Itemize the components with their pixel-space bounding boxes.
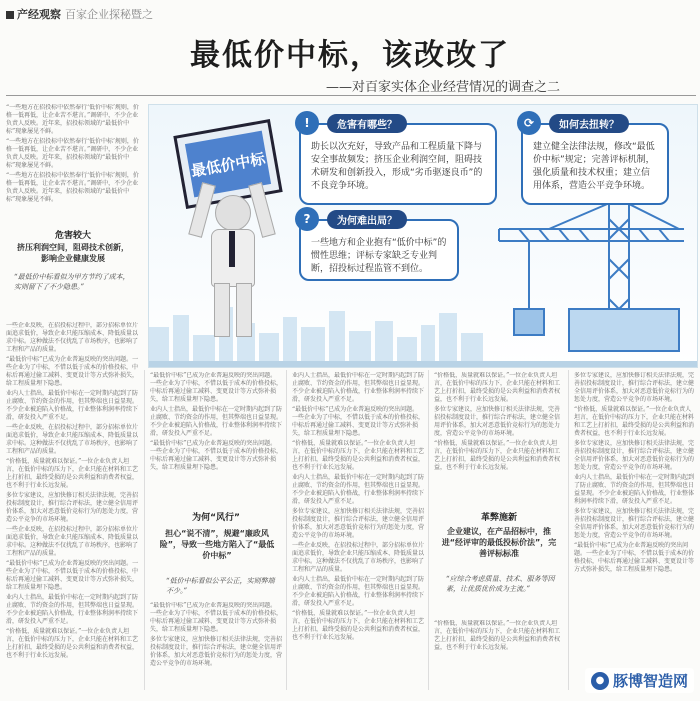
refresh-icon: ⟳ <box>517 111 541 135</box>
left-body-8: “最低价中标”已成为企业普遍反映的突出问题。一些企业为了中标，不惜以低于成本的价格投标，中标后再通过偷工减料、变更设计等方式弥补损失，给工程质量埋下隐患。 <box>6 560 139 591</box>
col2-section-sub: 担心“说不清”，规避“廉政风险”，导致一些地方陷入了“最低价中标” <box>159 529 275 560</box>
col4-text-3: “价格低，质量就难以保证。”一位企业负责人坦言，在低价中标的压力下，企业只能在材料和工艺上打折扣，最终受损的是公共利益和消费者权益，也不利于行业长远发展。 <box>434 440 561 471</box>
fix-box <box>521 116 669 205</box>
col3-text-3: “价格低，质量就难以保证。”一位企业负责人坦言，在低价中标的压力下，企业只能在材料和工艺上打折扣，最终受损的是公共利益和消费者权益，也不利于行业长远发展。 <box>292 440 424 471</box>
col3-text-1: 业内人士指出，最低价中标在一定时期内起到了防止腐败、节约资金的作用，但其弊端也日益显现。不少企业被迫陷入价格战，行业整体利润率持续下滑，研发投入严重不足。 <box>292 372 424 403</box>
col4-section-sub: 企业建议，在产品招标中，推进“经评审的最低投标价法”，完善评标标准 <box>441 527 557 558</box>
harm-box-title: 危害有哪些？ <box>327 114 407 133</box>
col2-quote: “低价中标看似公平公正，实则弊端不少。” <box>166 577 275 595</box>
col2-text-5: 多位专家建议，应加快修订相关法律法规，完善招投标制度设计，推行综合评标法，建立健全信用评价体系，加大对恶意低价竞标行为的惩处力度，营造公平竞争的市场环境。 <box>150 636 282 667</box>
left-body-3: 业内人士指出，最低价中标在一定时期内起到了防止腐败、节约资金的作用，但其弊端也日益显现。不少企业被迫陷入价格战，行业整体利润率持续下滑，研发投入严重不足。 <box>6 390 139 421</box>
left-body-1: 一些企业反映，在招投标过程中，部分招标单位片面追求低价，导致企业只能压缩成本、降低质量以求中标。这种做法不仅扰乱了市场秩序，也影响了工程和产品的质量。 <box>6 322 139 353</box>
title-divider <box>6 95 696 96</box>
col2-text-2: 业内人士指出，最低价中标在一定时期内起到了防止腐败、节约资金的作用，但其弊端也日益显现。不少企业被迫陷入价格战，行业整体利润率持续下滑，研发投入严重不足。 <box>150 406 282 437</box>
left-body-6: 多位专家建议，应加快修订相关法律法规，完善招投标制度设计，推行综合评标法，建立健全信用评价体系，加大对恶意低价竞标行为的惩处力度，营造公平竞争的市场环境。 <box>6 492 139 523</box>
harm-box <box>299 116 497 205</box>
col2-body-bottom <box>150 602 282 688</box>
header-sub-label: 百家企业探秘暨之 <box>65 8 153 21</box>
col2-text-1: “最低价中标”已成为企业普遍反映的突出问题。一些企业为了中标，不惜以低于成本的价格投标，中标后再通过偷工减料、变更设计等方式弥补损失，给工程质量埋下隐患。 <box>150 372 282 403</box>
col2-text-3: “最低价中标”已成为企业普遍反映的突出问题。一些企业为了中标，不惜以低于成本的价格投标，中标后再通过偷工减料、变更设计等方式弥补损失，给工程质量埋下隐患。 <box>150 440 282 471</box>
col5-text-1: 多位专家建议，应加快修订相关法律法规，完善招投标制度设计，推行综合评标法，建立健全信用评价体系，加大对恶意低价竞标行为的惩处力度，营造公平竞争的市场环境。 <box>574 372 694 403</box>
col4-text-1: “价格低，质量就难以保证。”一位企业负责人坦言，在低价中标的压力下，企业只能在材料和工艺上打折扣，最终受损的是公共利益和消费者权益，也不利于行业长远发展。 <box>434 372 561 403</box>
col5-text-5: 多位专家建议，应加快修订相关法律法规，完善招投标制度设计，推行综合评标法，建立健全信用评价体系，加大对恶意低价竞标行为的惩处力度，营造公平竞争的市场环境。 <box>574 508 694 539</box>
left-body-2: “最低价中标”已成为企业普遍反映的突出问题。一些企业为了中标，不惜以低于成本的价格投标，中标后再通过偷工减料、变更设计等方式弥补损失，给工程质量埋下隐患。 <box>6 356 139 387</box>
col3-text-8: “价格低，质量就难以保证。”一位企业负责人坦言，在低价中标的压力下，企业只能在材料和工艺上打折扣，最终受损的是公共利益和消费者权益，也不利于行业长远发展。 <box>292 610 424 641</box>
col5-body <box>574 372 694 640</box>
col5-text-4: 业内人士指出，最低价中标在一定时期内起到了防止腐败、节约资金的作用，但其弊端也日益显现。不少企业被迫陷入价格战，行业整体利润率持续下滑，研发投入严重不足。 <box>574 474 694 505</box>
col3-text-4: 业内人士指出，最低价中标在一定时期内起到了防止腐败、节约资金的作用，但其弊端也日益显现。不少企业被迫陷入价格战，行业整体利润率持续下滑，研发投入严重不足。 <box>292 474 424 505</box>
fix-box-text: 建立健全法律法规，修改“最低价中标”规定；完善评标机制，强化质量和技术权重；建立信用体系，营造公平竞争环境。 <box>533 142 655 191</box>
col3-text-2: “最低价中标”已成为企业普遍反映的突出问题。一些企业为了中标，不惜以低于成本的价格投标，中标后再通过偷工减料、变更设计等方式弥补损失，给工程质量埋下隐患。 <box>292 406 424 437</box>
harm-box-text: 助长以次充好，导致产品和工程质量下降与安全事故频发；挤压企业利润空间，阻碍技术研发和创新投入，形成“劣币驱逐良币”的不良竞争环境。 <box>311 142 483 191</box>
question-icon: ? <box>295 207 319 231</box>
col5-text-6: “最低价中标”已成为企业普遍反映的突出问题。一些企业为了中标，不惜以低于成本的价格投标，中标后再通过偷工减料、变更设计等方式弥补损失，给工程质量埋下隐患。 <box>574 542 694 573</box>
col2-section-head: 为何“风行” <box>192 513 240 523</box>
watermark-text: 豚博智造网 <box>612 672 688 690</box>
fix-box-title: 如何去扭转？ <box>549 114 629 133</box>
left-section-head: 危害较大 <box>54 231 91 241</box>
section-marker-icon <box>6 11 14 19</box>
col3-text-6: 一些企业反映，在招投标过程中，部分招标单位片面追求低价，导致企业只能压缩成本、降低质量以求中标。这种做法不仅扰乱了市场秩序，也影响了工程和产品的质量。 <box>292 542 424 573</box>
left-intro-text: “一些地方在招投标中依然奉行‘低价中标’规则，价格一低再低，让企业苦不堪言。”调研中，不少企业负责人反映。近年来，招投标领域的“最低价中标”现象屡见不鲜。 <box>6 104 139 135</box>
left-body-5: “价格低，质量就难以保证。”一位企业负责人坦言，在低价中标的压力下，企业只能在材料和工艺上打折扣，最终受损的是公共利益和消费者权益，也不利于行业长远发展。 <box>6 458 139 489</box>
article-title: 最低价中标，该改改了 <box>190 38 510 73</box>
col4-section-head: 革弊施新 <box>480 513 517 523</box>
left-body-4: 一些企业反映，在招投标过程中，部分招标单位片面追求低价，导致企业只能压缩成本、降低质量以求中标。这种做法不仅扰乱了市场秩序，也影响了工程和产品的质量。 <box>6 424 139 455</box>
left-quote: “最低价中标看似为甲方节约了成本，实则留下了不少隐患。” <box>14 273 130 291</box>
header-tag <box>6 6 153 22</box>
left-section-sub: 挤压利润空间，阻碍技术创新，影响企业健康发展 <box>17 243 129 263</box>
col4-text-2: 多位专家建议，应加快修订相关法律法规，完善招投标制度设计，推行综合评标法，建立健全信用评价体系，加大对恶意低价竞标行为的惩处力度，营造公平竞争的市场环境。 <box>434 406 561 437</box>
col5-text-3: 多位专家建议，应加快修订相关法律法规，完善招投标制度设计，推行综合评标法，建立健全信用评价体系，加大对恶意低价竞标行为的惩处力度，营造公平竞争的市场环境。 <box>574 440 694 471</box>
article-subtitle: ——对百家实体企业经营情况的调查之二 <box>325 80 560 95</box>
col4-body-top <box>434 372 564 500</box>
col2-text-4: “最低价中标”已成为企业普遍反映的突出问题。一些企业为了中标，不惜以低于成本的价格投标，中标后再通过偷工减料、变更设计等方式弥补损失，给工程质量埋下隐患。 <box>150 602 282 633</box>
warning-icon: ! <box>295 111 319 135</box>
col5-text-2: “价格低，质量就难以保证。”一位企业负责人坦言，在低价中标的压力下，企业只能在材料和工艺上打折扣，最终受损的是公共利益和消费者权益，也不利于行业长远发展。 <box>574 406 694 437</box>
why-box-text: 一些地方和企业抱有“低价中标”的惯性思维；评标专家缺乏专业判断，招投标过程监管不到位。 <box>311 238 447 274</box>
left-intro-text-2: “一些地方在招投标中依然奉行‘低价中标’规则，价格一低再低，让企业苦不堪言。”调研中，不少企业负责人反映。近年来，招投标领域的“最低价中标”现象屡见不鲜。 <box>6 138 139 169</box>
col3-body <box>292 372 424 688</box>
watermark <box>585 668 694 693</box>
col4-quote: “应综合考虑质量、技术、服务等因素，让优质优价成为主流。” <box>446 575 555 593</box>
left-body-column <box>6 322 140 682</box>
why-box <box>299 212 459 281</box>
sign-label: 最低价中标 <box>185 131 271 198</box>
left-body-10: “价格低，质量就难以保证。”一位企业负责人坦言，在低价中标的压力下，企业只能在材料和工艺上打折扣，最终受损的是公共利益和消费者权益，也不利于行业长远发展。 <box>6 628 139 659</box>
businessman-figure <box>197 195 267 345</box>
wechat-icon: ● <box>591 672 609 690</box>
left-body-9: 业内人士指出，最低价中标在一定时期内起到了防止腐败、节约资金的作用，但其弊端也日益显现。不少企业被迫陷入价格战，行业整体利润率持续下滑，研发投入严重不足。 <box>6 594 139 625</box>
left-body-7: 一些企业反映，在招投标过程中，部分招标单位片面追求低价，导致企业只能压缩成本、降低质量以求中标。这种做法不仅扰乱了市场秩序，也影响了工程和产品的质量。 <box>6 526 139 557</box>
col4-text-4: “价格低，质量就难以保证。”一位企业负责人坦言，在低价中标的压力下，企业只能在材料和工艺上打折扣，最终受损的是公共利益和消费者权益，也不利于行业长远发展。 <box>434 620 561 651</box>
col3-text-5: 多位专家建议，应加快修订相关法律法规，完善招投标制度设计，推行综合评标法，建立健全信用评价体系，加大对恶意低价竞标行为的惩处力度，营造公平竞争的市场环境。 <box>292 508 424 539</box>
crane-graphic <box>489 189 689 359</box>
infographic <box>148 104 698 368</box>
header-tag-label: 产经观察 <box>17 8 61 21</box>
left-intro-text-3: “一些地方在招投标中依然奉行‘低价中标’规则，价格一低再低，让企业苦不堪言。”调研中，不少企业负责人反映。近年来，招投标领域的“最低价中标”现象屡见不鲜。 <box>6 172 139 203</box>
col4-body-bottom <box>434 620 564 688</box>
col2-body-top <box>150 372 282 500</box>
col3-text-7: 业内人士指出，最低价中标在一定时期内起到了防止腐败、节约资金的作用，但其弊端也日益显现。不少企业被迫陷入价格战，行业整体利润率持续下滑，研发投入严重不足。 <box>292 576 424 607</box>
left-intro-column <box>6 104 140 222</box>
why-box-title: 为何难出局？ <box>327 210 407 229</box>
